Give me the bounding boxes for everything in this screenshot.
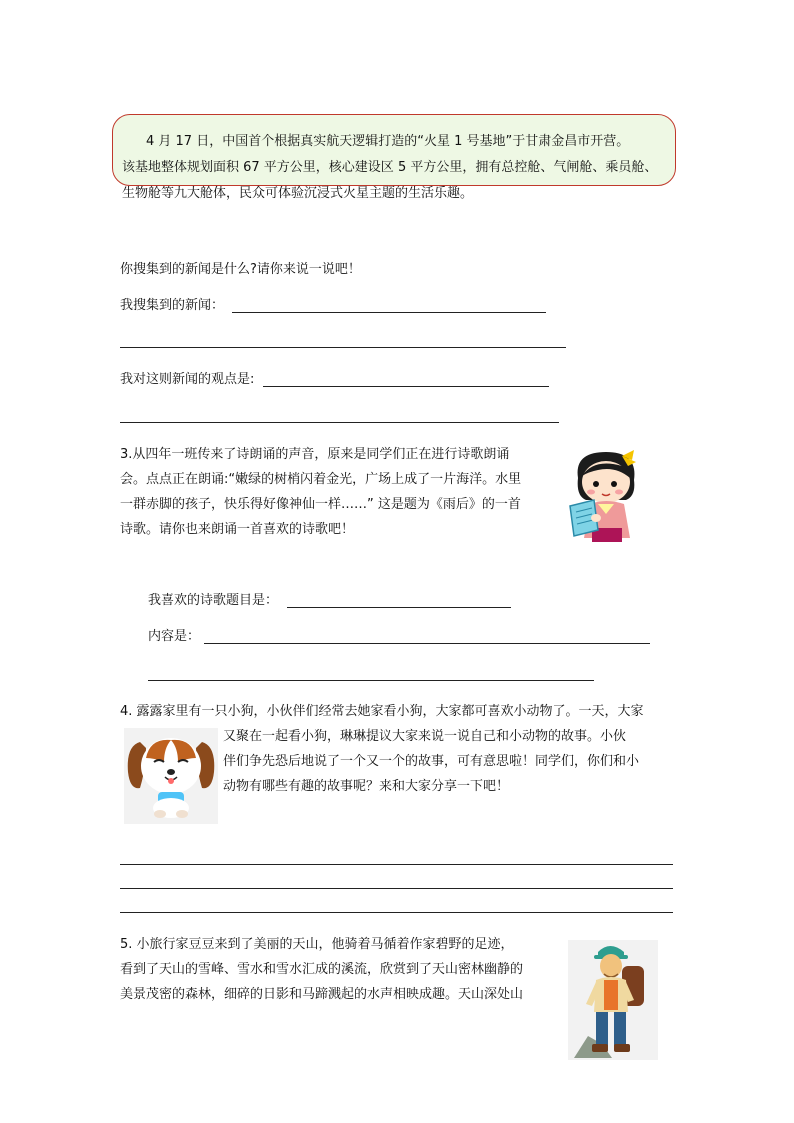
- news-line-1: 4 月 17 日，中国首个根据真实航天逻辑打造的“火星 1 号基地”于甘肃金昌市开营。: [146, 134, 630, 149]
- q3-line-4: 诗歌。请你也来朗诵一首喜欢的诗歌吧！: [120, 522, 355, 537]
- news-answer-line-2[interactable]: [120, 347, 566, 348]
- poem-title-label: 我喜欢的诗歌题目是：: [148, 593, 279, 608]
- q4-answer-line-2[interactable]: [120, 888, 673, 889]
- q5-line-2: 看到了天山的雪峰、雪水和雪水汇成的溪流，欣赏到了天山密林幽静的: [120, 962, 524, 977]
- q4-answer-line-3[interactable]: [120, 912, 673, 913]
- q4-line-3: 伴们争先恐后地说了一个又一个的故事，可有意思啦！同学们，你们和小: [223, 754, 640, 769]
- news-label: 我搜集到的新闻：: [120, 298, 225, 313]
- poem-content-line-1[interactable]: [204, 643, 650, 644]
- poem-content-line-2[interactable]: [148, 680, 594, 681]
- poem-content-label: 内容是：: [148, 629, 201, 644]
- news-line-2: 该基地整体规划面积 67 平方公里，核心建设区 5 平方公里，拥有总控舱、气闸舱、乘员舱、: [122, 160, 658, 175]
- poem-title-line[interactable]: [287, 607, 511, 608]
- q5-line-1: 5. 小旅行家豆豆来到了美丽的天山，他骑着马循着作家碧野的足迹，: [120, 937, 514, 952]
- q4-line-1: 4. 露露家里有一只小狗，小伙伴们经常去她家看小狗，大家都可喜欢小动物了。一天，大家: [120, 704, 644, 719]
- puppy-icon: [124, 728, 218, 824]
- q4-line-2: 又聚在一起看小狗，琳琳提议大家来说一说自己和小动物的故事。小伙: [223, 729, 627, 744]
- news-question: 你搜集到的新闻是什么?请你来说一说吧！: [120, 262, 361, 277]
- opinion-answer-line-1[interactable]: [263, 386, 549, 387]
- q3-text: [120, 442, 521, 542]
- q5-text: [120, 932, 523, 1007]
- news-line-3: 生物舱等九大舱体，民众可体验沉浸式火星主题的生活乐趣。: [122, 186, 474, 201]
- opinion-answer-line-2[interactable]: [120, 422, 559, 423]
- news-answer-line-1[interactable]: [232, 312, 546, 313]
- opinion-label: 我对这则新闻的观点是:: [120, 372, 255, 387]
- q3-line-2: 会。点点正在朗诵:“嫩绿的树梢闪着金光，广场上成了一片海洋。水里: [120, 472, 522, 487]
- q5-line-3: 美景茂密的森林，细碎的日影和马蹄溅起的水声相映成趣。天山深处山: [120, 987, 524, 1002]
- q4-line-4: 动物有哪些有趣的故事呢？来和大家分享一下吧！: [223, 779, 510, 794]
- q3-line-1: 3.从四年一班传来了诗朗诵的声音，原来是同学们正在进行诗歌朗诵: [120, 447, 510, 462]
- reading-girl-icon: [564, 448, 648, 548]
- q4-text: [223, 724, 639, 799]
- q4-answer-line-1[interactable]: [120, 864, 673, 865]
- hiker-icon: [568, 940, 658, 1060]
- q3-line-3: 一群赤脚的孩子，快乐得好像神仙一样……” 这是题为《雨后》的一首: [120, 497, 521, 512]
- news-text: [122, 129, 657, 207]
